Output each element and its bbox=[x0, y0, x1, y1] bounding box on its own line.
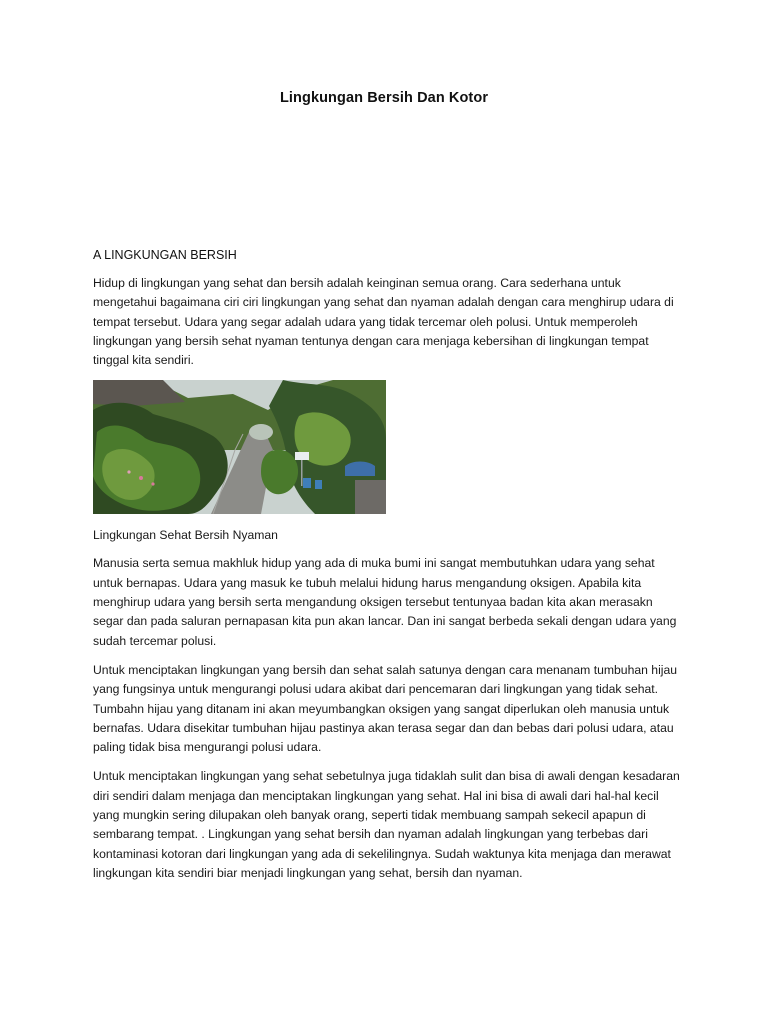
paragraph-3: Untuk menciptakan lingkungan yang bersih dan sehat salah satunya dengan cara menanam tumbuhan hijau yang fungsinya untuk mengurangi polusi udara akibat dari pencemaran dari lingkungan yang tidak sehat. Tumbahn hijau yang ditanam ini akan meyumbangkan oksigen yang sangat diperlukan oleh manusia untuk bernafas. Udara disekitar tumbuhan hijau pastinya akan terasa segar dan dan bebas dari polusi udara, atau paling tidak bisa mengurangi polusi udara. bbox=[93, 662, 678, 755]
paragraph-2: Manusia serta semua makhluk hidup yang ada di muka bumi ini sangat membutuhkan udara yang sehat untuk bernapas. Udara yang masuk ke tubuh melalui hidung harus mengandung oksigen. Apabila kita menghirup udara yang bersih serta mengandung oksigen tersebut tentunyaa badan kita akan merasakn segar dan pada saluran pernapasan kita pun akan lancar. Dan ini sangat berbeda sekali dengan udara yang sudah tercemar polusi. bbox=[93, 556, 677, 648]
document-body bbox=[93, 246, 683, 893]
paragraph-intro: Hidup di lingkungan yang sehat dan bersih adalah keinginan semua orang. Cara sederhana untuk mengetahui bagaimana ciri ciri lingkungan yang sehat dan nyaman adalah dengan cara menghirup udara di tempat tersebut. Udara yang segar adalah udara yang tidak tercemar oleh polusi. Untuk memperoleh lingkungan yang bersih sehat nyaman tentunya dengan cara menjaga kebersihan di lingkungan tempat tinggal kita sendiri. bbox=[93, 276, 674, 368]
paragraph-4: Untuk menciptakan lingkungan yang sehat sebetulnya juga tidaklah sulit dan bisa di awali dengan kesadaran diri sendiri dalam menjaga dan menciptakan lingkungan yang sehat. Hal ini bisa di awali dari hal-hal kecil yang mungkin sering dilupakan oleh banyak orang, seperti tidak membuang sampah sekecil apapun di sembarang tempat. . Lingkungan yang sehat bersih dan nyaman adalah lingkungan yang terbebas dari kontaminasi kotoran dari lingkungan yang ada di sekelilingnya. Sudah waktunya kita menjaga dan merawat lingkungan kita sendiri biar menjadi lingkungan yang sehat, bersih dan nyaman. bbox=[93, 769, 680, 880]
document-title: Lingkungan Bersih Dan Kotor bbox=[279, 90, 489, 106]
section-heading: A LINGKUNGAN BERSIH bbox=[93, 248, 237, 262]
clean-street-illustration bbox=[93, 380, 386, 514]
figure-caption: Lingkungan Sehat Bersih Nyaman bbox=[93, 528, 278, 543]
clean-street-photo bbox=[93, 380, 386, 514]
